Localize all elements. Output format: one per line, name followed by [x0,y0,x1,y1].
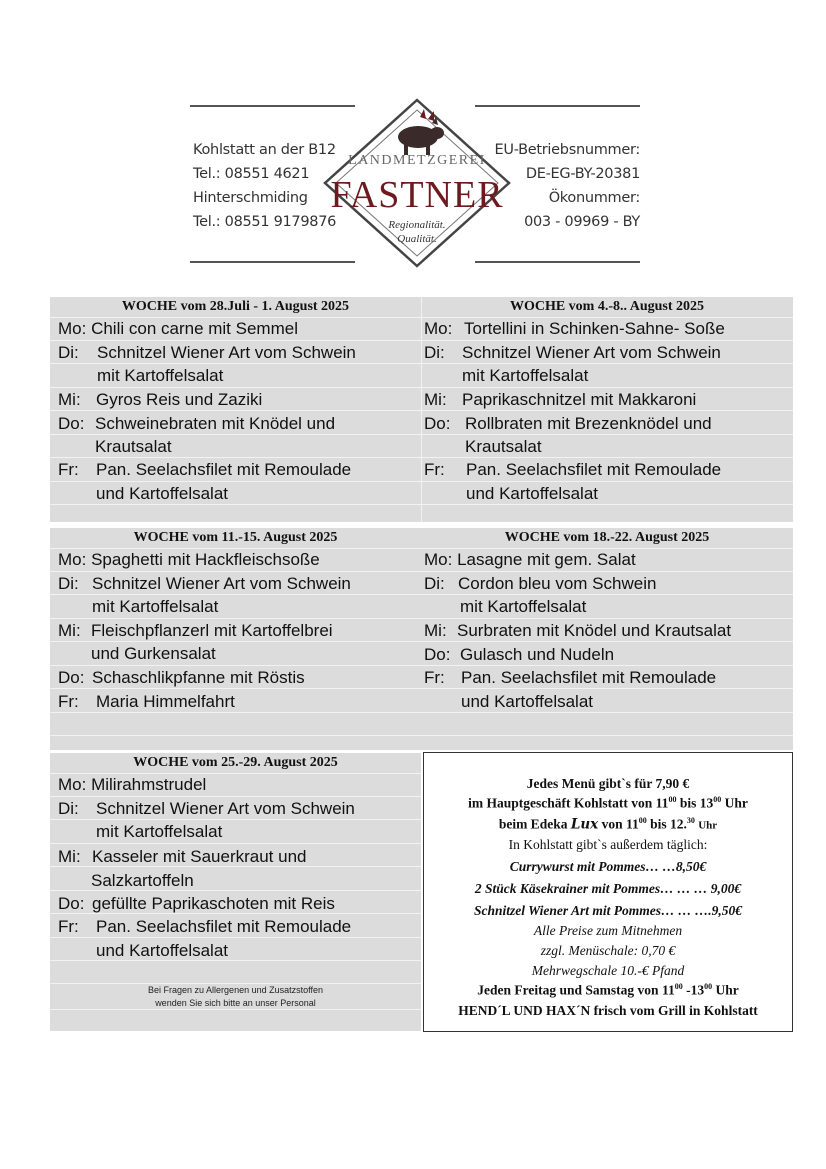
menu-item: Fr: Pan. Seelachsfilet mit Remoulade [424,668,717,687]
week-panel [421,297,793,522]
week-title: WOCHE vom 18.-22. August 2025 [504,530,710,545]
menu-item-continuation: Krautsalat [465,437,542,456]
menu-item: Di: Schnitzel Wiener Art vom Schwein [424,343,721,362]
menu-item: Mi: Surbraten mit Knödel und Krautsalat [424,621,732,640]
daily-offer-item: Currywurst mit Pommes… …8,50€ [509,859,707,874]
menu-info-box [423,752,793,1032]
logo-tagline: Qualität. [397,233,437,245]
menu-item: Fr: Maria Himmelfahrt [58,692,235,711]
address-line: Hinterschmiding [193,190,308,206]
menu-item: Mo: Tortellini in Schinken-Sahne- Soße [424,319,725,338]
menu-item: Do: Gulasch und Nudeln [424,645,615,664]
menu-item: Mi: Fleischpflanzerl mit Kartoffelbrei [58,621,333,640]
menu-item-continuation: und Kartoffelsalat [461,692,593,711]
price-note: Mehrwegschale 10.-€ Pfand [531,963,685,978]
daily-offer-item: Schnitzel Wiener Art mit Pommes… … ….9,50€ [473,903,743,918]
logo-subtitle: LANDMETZGEREI [348,153,486,168]
menu-item: Mo: Spaghetti mit Hackfleischsoße [58,550,320,569]
opening-hours-line: beim Edeka Lux von $11^{00}$ bis 12.30 Uhr [498,816,718,833]
menu-price-line: Jedes Menü gibt`s für 7,90 € [526,776,690,791]
pig-icon [398,109,444,155]
menu-item: Fr: Pan. Seelachsfilet mit Remoulade [58,460,352,479]
menu-item-continuation: und Kartoffelsalat [466,484,598,503]
price-note: Alle Preise zum Mitnehmen [533,923,683,938]
week-panel [421,528,793,750]
registration-label: EU-Betriebsnummer: [494,142,640,158]
phone-line: Tel.: 08551 9179876 [193,214,337,230]
allergen-note: Bei Fragen zu Allergenen und Zusatzstoffen [148,985,323,995]
week-title: WOCHE vom 11.-15. August 2025 [133,530,338,545]
menu-item: Mi: Gyros Reis und Zaziki [58,390,263,409]
menu-item-continuation: und Kartoffelsalat [96,484,228,503]
menu-item: Fr: Pan. Seelachsfilet mit Remoulade [424,460,722,479]
registration-label: Ökonummer: [548,190,640,206]
menu-item-continuation: Salzkartoffeln [91,871,194,890]
allergen-note: wenden Sie sich bitte an unser Personal [155,998,316,1008]
menu-item: Do: Rollbraten mit Brezenknödel und [424,414,712,433]
week-title: WOCHE vom 28.Juli - 1. August 2025 [121,299,350,314]
menu-item-continuation: und Gurkensalat [91,644,216,663]
menu-item: Di: Schnitzel Wiener Art vom Schwein [58,574,351,593]
menu-item: Do: Schaschlikpfanne mit Röstis [58,668,305,687]
menu-item-continuation: mit Kartoffelsalat [460,597,587,616]
menu-item: Di: Schnitzel Wiener Art vom Schwein [58,799,355,818]
menu-item-continuation: und Kartoffelsalat [96,941,228,960]
registration-number: 003 - 09969 - BY [524,214,640,230]
menu-item: Di: Cordon bleu vom Schwein [424,574,657,593]
menu-item: Mo: Lasagne mit gem. Salat [424,550,636,569]
registration-number: DE-EG-BY-20381 [525,166,640,182]
opening-hours-line: im Hauptgeschäft Kohlstatt von $11^{00}$ bis $13^{00}$ Uhr [468,795,748,811]
week-title: WOCHE vom 25.-29. August 2025 [133,755,338,770]
menu-item: Mo: Milirahmstrudel [58,775,207,794]
daily-offer-item: 2 Stück Käsekrainer mit Pommes… … … 9,00€ [474,881,742,896]
price-note: zzgl. Menüschale: 0,70 € [540,943,676,958]
menu-item: Di: Schnitzel Wiener Art vom Schwein [58,343,356,362]
grill-hours-line: Jeden Freitag und Samstag von $11^{00}$ $-13^{00}$ Uhr [477,982,739,998]
menu-item-continuation: mit Kartoffelsalat [92,597,219,616]
menu-item: Fr: Pan. Seelachsfilet mit Remoulade [58,917,352,936]
menu-item-continuation: mit Kartoffelsalat [97,366,224,385]
menu-item-continuation: mit Kartoffelsalat [96,822,223,841]
edeka-brand-logo: Lux [570,816,599,833]
logo-name: FASTNER [330,174,504,216]
menu-item: Do: gefüllte Paprikaschoten mit Reis [58,894,335,913]
menu-item-continuation: Krautsalat [95,437,172,456]
week-title: WOCHE vom 4.-8.. August 2025 [509,299,705,314]
week-panel [50,753,421,1031]
menu-item: Mo: Chili con carne mit Semmel [58,319,298,338]
letterhead [190,95,640,270]
menu-item: Mi: Paprikaschnitzel mit Makkaroni [424,390,697,409]
menu-item-continuation: mit Kartoffelsalat [462,366,589,385]
week-panel [50,297,421,522]
company-logo [322,97,512,269]
grill-offer-line: HEND´L UND HAX´N frisch vom Grill in Kohlstatt [458,1003,758,1018]
logo-tagline: Regionalität. [388,219,446,231]
menu-item: Do: Schweinebraten mit Knödel und [58,414,336,433]
menu-item: Mi: Kasseler mit Sauerkraut und [58,847,307,866]
phone-line: Tel.: 08551 4621 [193,166,310,182]
daily-offer-heading: In Kohlstatt gibt`s außerdem täglich: [508,837,708,852]
address-line: Kohlstatt an der B12 [193,142,336,158]
week-panel [50,528,421,750]
